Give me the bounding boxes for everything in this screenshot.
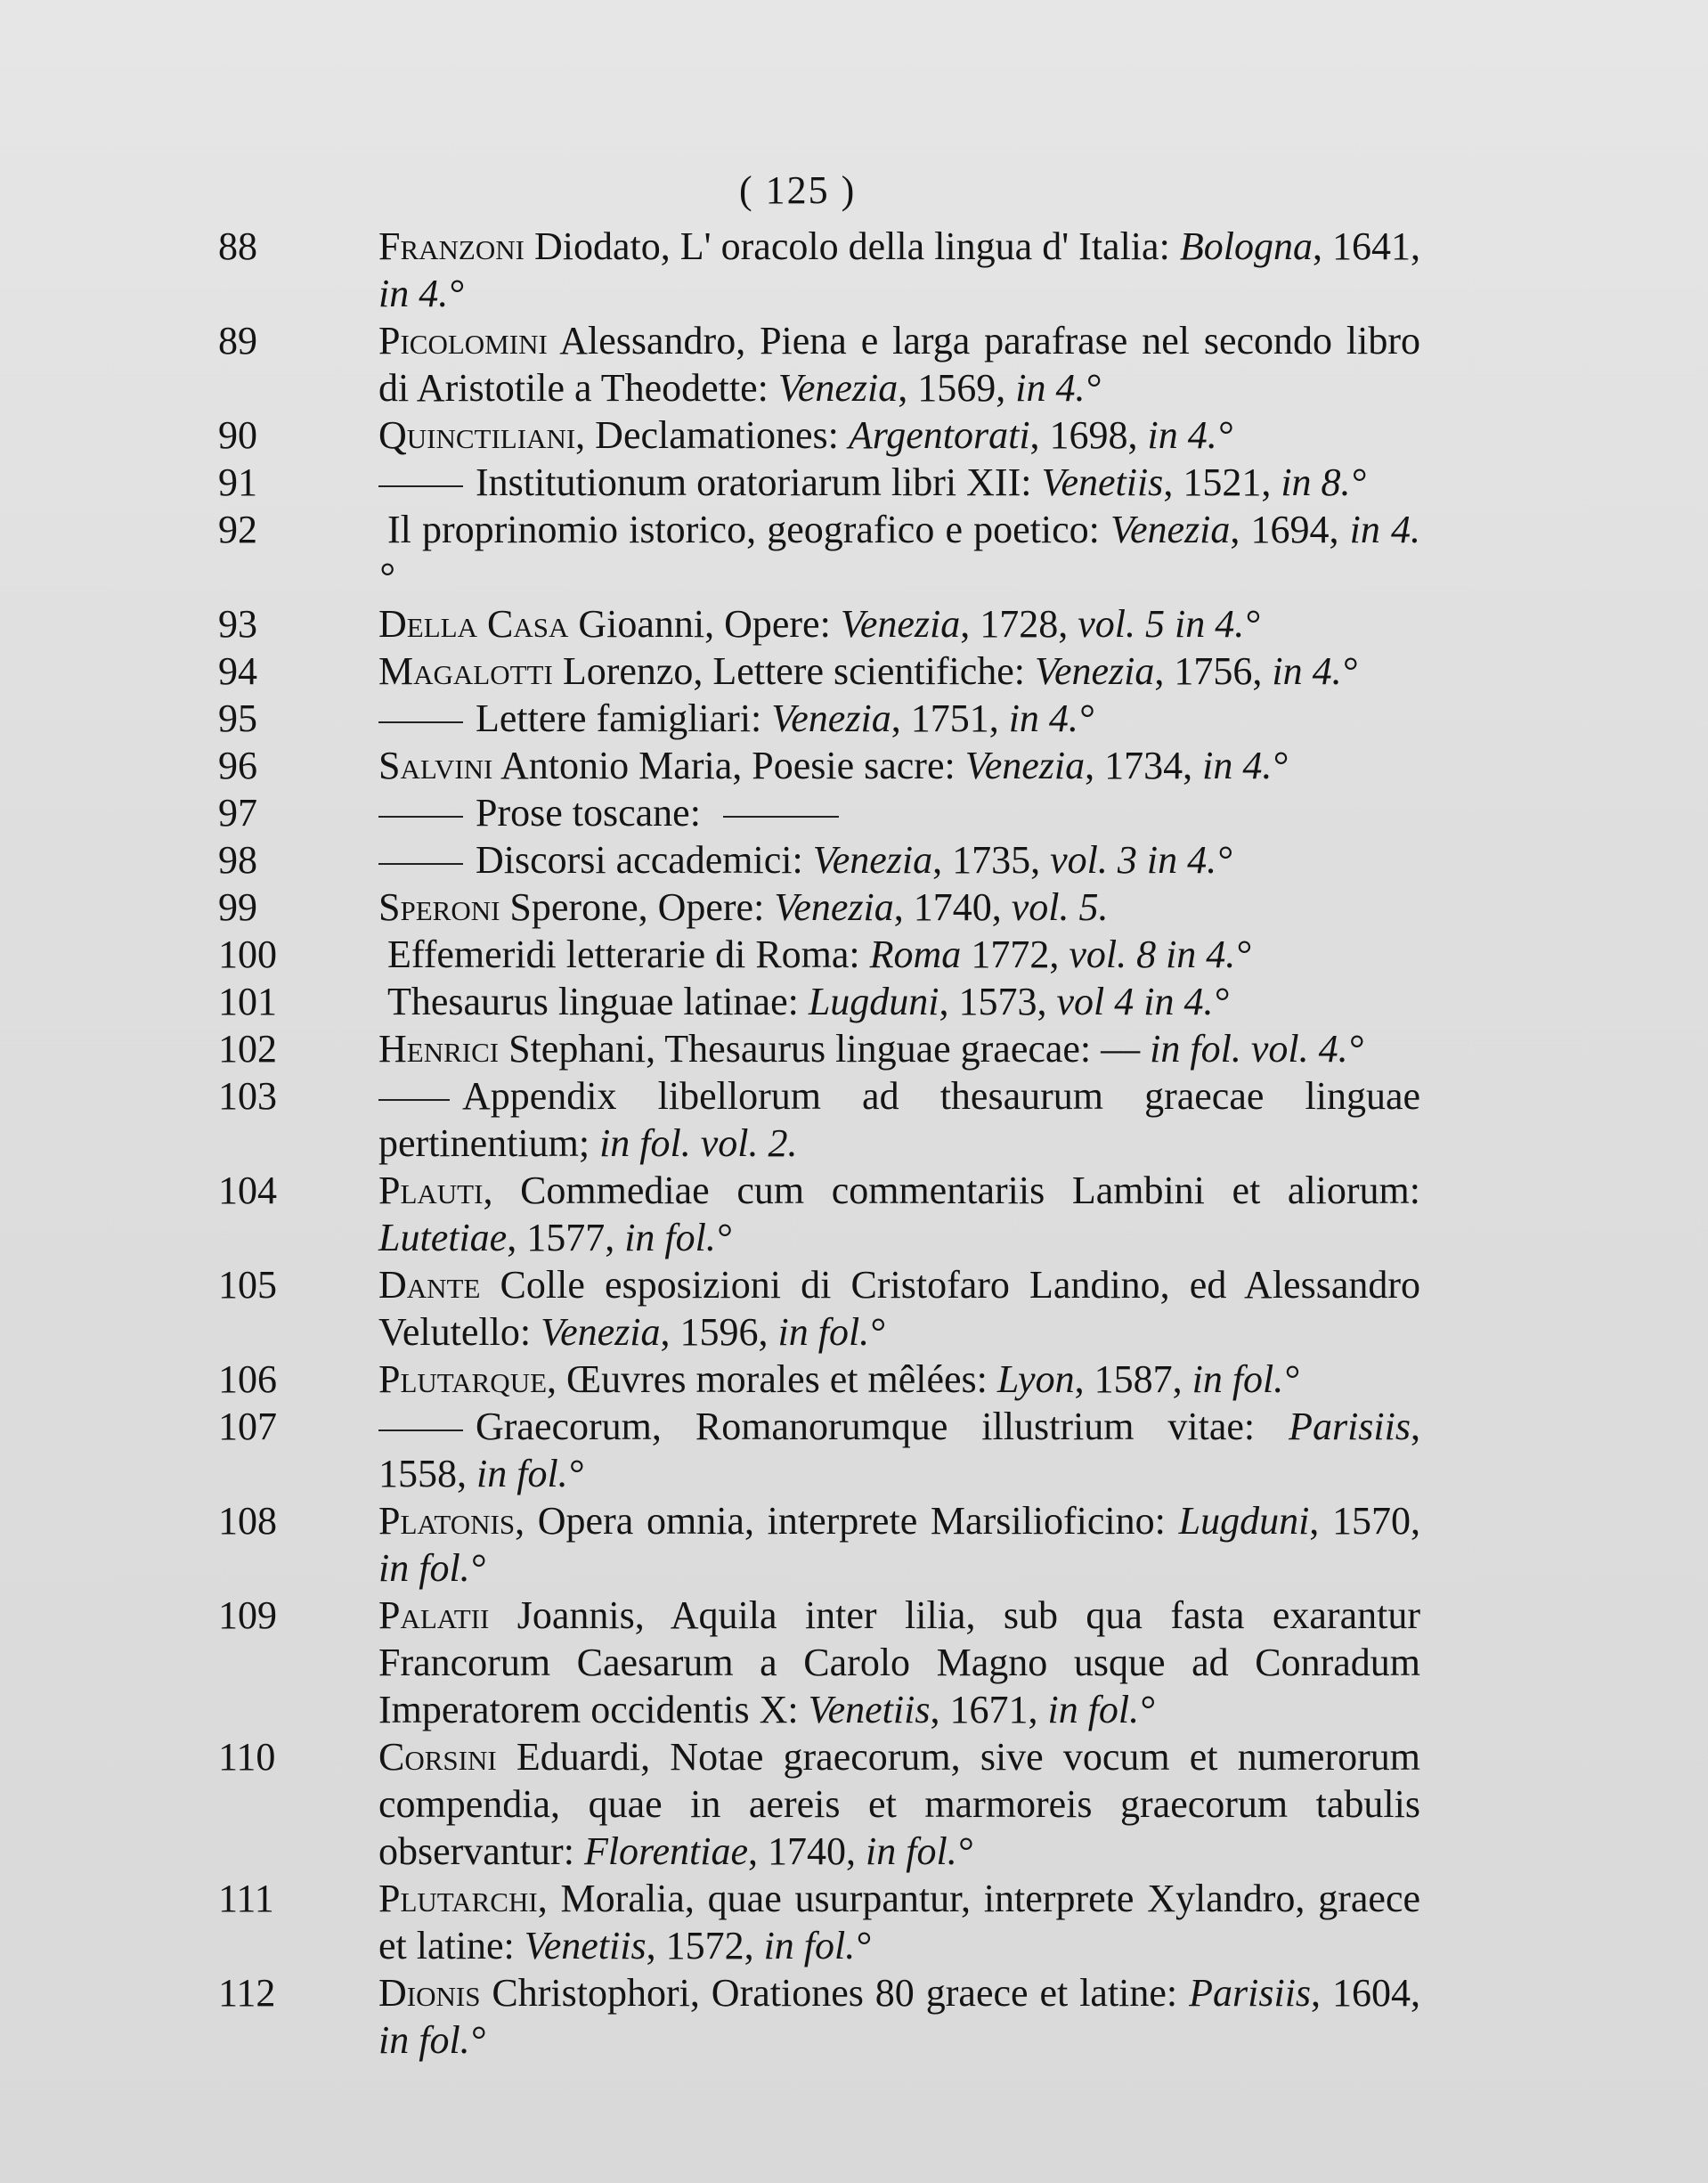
entry-year: , 1734, [1085,744,1203,787]
entry-number: 106 [218,1357,277,1401]
entry-year: 1772, [961,933,1070,976]
entry-author: Corsini [378,1735,497,1779]
entry-place: Venetiis [808,1688,931,1731]
entry-year: , 1698, [1029,413,1148,457]
entry-author: Palatii [378,1593,490,1637]
catalogue-entry [218,884,1420,931]
catalogue-entry [218,411,1420,459]
entry-year: , 1641, [1312,224,1420,268]
ditto-dash [378,485,463,487]
entry-year: , 1587, [1074,1357,1192,1401]
entry-format: in 4.° [1008,696,1094,740]
entry-title: , Opera omnia, interprete Marsilioficino: [515,1499,1179,1543]
entry-number: 88 [218,224,257,268]
entry-title: Lorenzo, Lettere scientifiche: [552,649,1035,693]
entry-year: , 1740, [748,1829,866,1873]
entry-year: –– [1101,1027,1151,1071]
catalogue-entry [218,1072,1420,1167]
entry-author: Speroni [378,885,500,929]
entry-place: Parisiis [1289,1405,1411,1448]
entry-place: Venezia [840,602,961,646]
entry-year: , 1569, [898,366,1016,410]
catalogue-entry [218,1261,1420,1356]
entry-author: Magalotti [378,649,553,693]
entry-format: in fol.° [476,1452,584,1495]
entry-place: Argentorati [848,413,1030,457]
entry-author: Henrici [378,1027,500,1071]
entry-title: Effemeridi letterarie di Roma: [387,933,870,976]
entry-place: Venezia [1110,508,1231,551]
entry-number: 92 [218,508,257,551]
ditto-dash [378,721,463,723]
catalogue-entry [218,1403,1420,1497]
catalogue-entry [218,1875,1420,1969]
entry-number: 105 [218,1263,277,1307]
entry-number: 104 [218,1169,277,1212]
entry-place: Venezia [1034,649,1155,693]
entry-title: Lettere famigliari: [476,696,772,740]
ditto-dash [378,1430,463,1431]
entry-author: Quinctiliani [378,413,576,457]
entry-number: 111 [218,1877,274,1920]
entry-format: in 4.° [378,272,464,315]
entry-format: in 4.° [378,508,1421,599]
entry-place: Parisiis [1189,1971,1312,2015]
entry-format: in fol.° [378,2018,486,2062]
entry-number: 99 [218,885,257,929]
entry-format: in fol.° [763,1924,871,1967]
entry-number: 107 [218,1405,277,1448]
page-number: ( 125 ) [739,168,857,212]
entry-number: 94 [218,649,257,693]
entry-format: vol. 8 in 4.° [1069,933,1251,976]
entry-title: Graecorum, Romanorumque illustrium vitae: [476,1405,1289,1448]
entry-number: 103 [218,1074,277,1118]
entry-format: in 8.° [1281,460,1367,504]
entry-author: Franzoni [378,224,525,268]
entry-format: in fol.° [866,1829,973,1873]
catalogue-entry [218,600,1420,648]
entry-format: vol. 3 in 4.° [1050,838,1232,882]
catalogue-entry [218,836,1420,884]
entry-title: Prose toscane: [476,791,711,835]
entry-year: , 1596, [660,1310,778,1354]
entry-title: Sperone, Opere: [500,885,775,929]
entry-format: in fol.° [378,1546,486,1590]
entry-number: 101 [218,980,277,1023]
entry-title: Stephani, Thesaurus linguae graecae: [499,1027,1102,1071]
entry-year: , 1751, [891,696,1009,740]
entry-year: , 1671, [930,1688,1048,1731]
ditto-dash [378,1099,450,1101]
entry-title: Il proprinomio istorico, geografico e poetico: [387,508,1110,551]
entry-place: Venezia [774,885,894,929]
entry-format: vol 4 in 4.° [1056,980,1230,1023]
entry-year: , 1604, [1311,1971,1421,2015]
catalogue-entry [218,1356,1420,1403]
entry-place: Venezia [541,1310,661,1354]
catalogue-entry [218,506,1421,600]
catalogue-entry [218,1592,1420,1733]
entry-place: Bologna [1179,224,1313,268]
entry-year: , 1728, [960,602,1078,646]
entry-year: , 1756, [1154,649,1273,693]
entry-format: in 4.° [1147,413,1233,457]
entry-place: Roma [869,933,962,976]
entry-number: 98 [218,838,257,882]
entry-number: 91 [218,460,257,504]
catalogue-entry [218,1167,1420,1261]
entry-author: Plauti [378,1169,484,1212]
catalogue-entry [218,695,1420,742]
entry-format: in fol.° [1192,1357,1299,1401]
catalogue-entry [218,459,1420,506]
entry-author: Dionis [378,1971,481,2015]
entry-title: , Commediae cum commentariis Lambini et aliorum: [483,1169,1420,1212]
catalogue-entry [218,931,1420,978]
entry-title: Gioanni, Opere: [568,602,841,646]
entry-number: 93 [218,602,257,646]
entry-place: Lugduni [808,980,939,1023]
entry-number: 95 [218,696,257,740]
entry-place: Venezia [777,366,899,410]
entry-format: in fol. vol. 4.° [1150,1027,1364,1071]
entry-format: in 4.° [1202,744,1288,787]
catalogue-entry [218,1733,1420,1875]
entry-title: Thesaurus linguae latinae: [387,980,809,1023]
entry-format: in fol.° [777,1310,885,1354]
catalogue-entry [218,1497,1420,1592]
entry-format: in 4.° [1272,649,1358,693]
catalogue-entry [218,317,1420,411]
entry-title: Institutionum oratoriarum libri XII: [476,460,1042,504]
entry-number: 100 [218,933,277,976]
catalogue-entry [218,1969,1421,2064]
entry-number: 89 [218,319,257,362]
entry-author: Picolomini [378,319,548,362]
entry-number: 112 [218,1971,276,2015]
entry-title: Eduardi, Notae graecorum, sive vocum et numerorum compendia, quae in aereis et marmoreis graecorum tabulis observantur: [378,1735,1420,1873]
entry-author: Plutarque [378,1357,548,1401]
entry-place: Venezia [964,744,1086,787]
entry-place: Florentiae [583,1829,749,1873]
entry-title: Colle esposizioni di Cristofaro Landino, ed Alessandro Velutello: [378,1263,1420,1354]
catalogue-entries [218,223,1421,2064]
entry-format: in fol.° [624,1216,732,1259]
entry-title: , Declamationes: [575,413,849,457]
entry-format: in 4.° [1015,366,1102,410]
entry-author: Della Casa [378,602,569,646]
entry-author: Dante [378,1263,481,1307]
ditto-dash [378,816,463,818]
entry-title: Diodato, L' oracolo della lingua d' Italia: [524,224,1180,268]
entry-year: , 1558, [378,1405,1420,1495]
entry-year: , 1577, [507,1216,625,1259]
blank-line [723,816,839,818]
entry-author: Platonis [378,1499,516,1543]
ditto-dash [378,863,463,865]
entry-place: Lutetiae [378,1216,508,1259]
catalogue-entry [218,223,1420,317]
entry-number: 102 [218,1027,277,1071]
entry-place: Venetiis [524,1924,647,1967]
entry-format: vol. 5. [1011,885,1109,929]
entry-year: , 1570, [1309,1499,1420,1543]
entry-title: Christophori, Orationes 80 graece et latine: [480,1971,1190,2015]
entry-number: 90 [218,413,257,457]
entry-year: , 1572, [646,1924,764,1967]
entry-year: , 1521, [1163,460,1281,504]
entry-year: , 1735, [932,838,1051,882]
entry-title: Discorsi accademici: [476,838,813,882]
entry-place: Venezia [812,838,933,882]
catalogue-entry [218,789,1420,836]
entry-place: Lyon [996,1357,1075,1401]
entry-year: , 1740, [893,885,1012,929]
entry-title: Appendix libellorum ad thesaurum graecae linguae pertinentium; [378,1074,1420,1165]
entry-number: 97 [218,791,257,835]
catalogue-entry [218,978,1420,1025]
entry-title: , Œuvres morales et mêlées: [547,1357,997,1401]
entry-format: vol. 5 in 4.° [1078,602,1260,646]
entry-format: in fol.° [1047,1688,1155,1731]
entry-author: Salvini [378,744,493,787]
catalogue-entry [218,648,1420,695]
entry-number: 108 [218,1499,277,1543]
entry-title: Antonio Maria, Poesie sacre: [492,744,965,787]
entry-place: Lugduni [1178,1499,1310,1543]
entry-number: 96 [218,744,257,787]
entry-number: 109 [218,1593,277,1637]
entry-title: , Moralia, quae usurpantur, interprete Xylandro, graece et latine: [378,1877,1420,1967]
entry-year: , 1694, [1230,508,1350,551]
entry-number: 110 [218,1735,276,1779]
entry-place: Venezia [771,696,891,740]
entry-title: Joannis, Aquila inter lilia, sub qua fasta exarantur Francorum Caesarum a Carolo Magno usque ad Conradum Imperatorem occidentis X: [378,1593,1420,1731]
entry-author: Plutarchi [378,1877,538,1920]
catalogue-entry [218,1025,1420,1072]
entry-place: Venetiis [1041,460,1164,504]
catalogue-entry [218,742,1420,789]
entry-format: in fol. vol. 2. [599,1121,798,1165]
entry-title: Alessandro, Piena e larga parafrase nel secondo libro di Aristotile a Theodette: [378,319,1420,410]
entry-year: , 1573, [939,980,1057,1023]
